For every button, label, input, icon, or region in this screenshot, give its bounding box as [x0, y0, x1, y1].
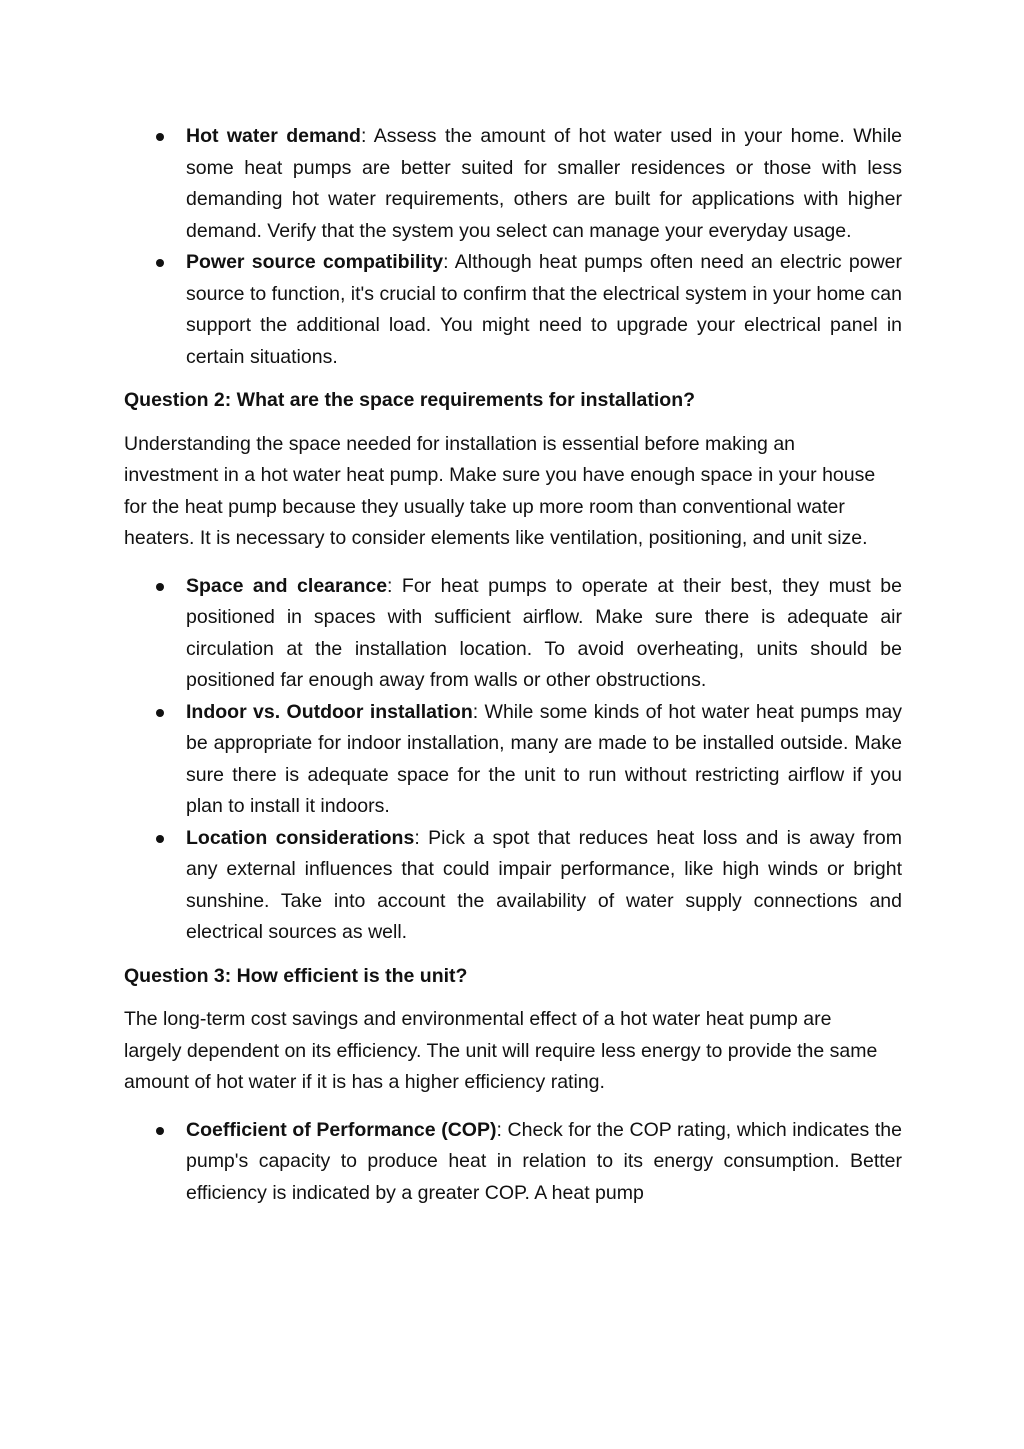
list-item-text: : Check for the COP rating, which indicates the pump's capacity to produce heat in relation to its energy consumption. Better efficiency is indicated by a greater COP. A heat pump [186, 1118, 902, 1204]
bullet-icon [156, 133, 164, 141]
bullet-list-system-factors [124, 121, 902, 373]
bullet-list-efficiency [124, 1115, 902, 1210]
list-item-term: Space and clearance [186, 574, 388, 597]
list-item-location [124, 823, 902, 949]
list-item-term: Power source compatibility [186, 251, 444, 273]
bullet-icon [156, 583, 164, 591]
list-item-term: Location considerations [186, 826, 415, 849]
document-body [124, 121, 902, 1209]
list-item-power-source [124, 247, 902, 373]
list-item-text: : While some kinds of hot water heat pumps may be appropriate for indoor installation, many are made to be installed outside. Make sure there is adequate space for the unit to run without restricting airflow if you plan to install it indoors. [186, 700, 902, 817]
list-item-space-clearance [124, 571, 902, 697]
list-item-text: : Pick a spot that reduces heat loss and is away from any external influences that could impair performance, like high winds or bright sunshine. Take into account the availability of water supply connections and electrical sources as well. [186, 826, 902, 943]
list-item-cop [124, 1115, 902, 1210]
list-item-hot-water-demand [124, 121, 902, 247]
list-item-term: Indoor vs. Outdoor installation [186, 700, 473, 723]
list-item-text: : For heat pumps to operate at their best, they must be positioned in spaces with sufficient airflow. Make sure there is adequate air circulation at the installation location. To avoid overheating, units should be positioned far enough away from walls or other obstructions. [186, 574, 902, 691]
bullet-icon [156, 1127, 164, 1135]
bullet-icon [156, 709, 164, 717]
list-item-term: Coefficient of Performance (COP) [186, 1118, 497, 1141]
list-item-indoor-outdoor [124, 697, 902, 823]
section-paragraph-question-2: Understanding the space needed for installation is essential before making an investment in a hot water heat pump. Make sure you have enough space in your house for the heat pump because they usually take up more room than conventional water heaters. It is necessary to consider elements like ventilation, positioning, and unit size. [124, 432, 876, 549]
bullet-icon [156, 259, 164, 267]
list-item-text: : Although heat pumps often need an electric power source to function, it's crucial to confirm that the electrical system in your home can support the additional load. You might need to upgrade your electrical panel in certain situations. [186, 251, 902, 368]
section-heading-question-2: Question 2: What are the space requirements for installation? [124, 389, 696, 411]
list-item-text: : Assess the amount of hot water used in your home. While some heat pumps are better suited for smaller residences or those with less demanding hot water requirements, others are built for applications with higher demand. Verify that the system you select can manage your everyday usage. [186, 125, 902, 242]
list-item-term: Hot water demand [186, 125, 361, 147]
bullet-list-space-requirements [124, 571, 902, 949]
section-paragraph-question-3: The long-term cost savings and environmental effect of a hot water heat pump are largely dependent on its efficiency. The unit will require less energy to provide the same amount of hot water if it is has a higher efficiency rating. [124, 1008, 878, 1093]
section-heading-question-3: Question 3: How efficient is the unit? [124, 964, 468, 987]
bullet-icon [156, 835, 164, 843]
